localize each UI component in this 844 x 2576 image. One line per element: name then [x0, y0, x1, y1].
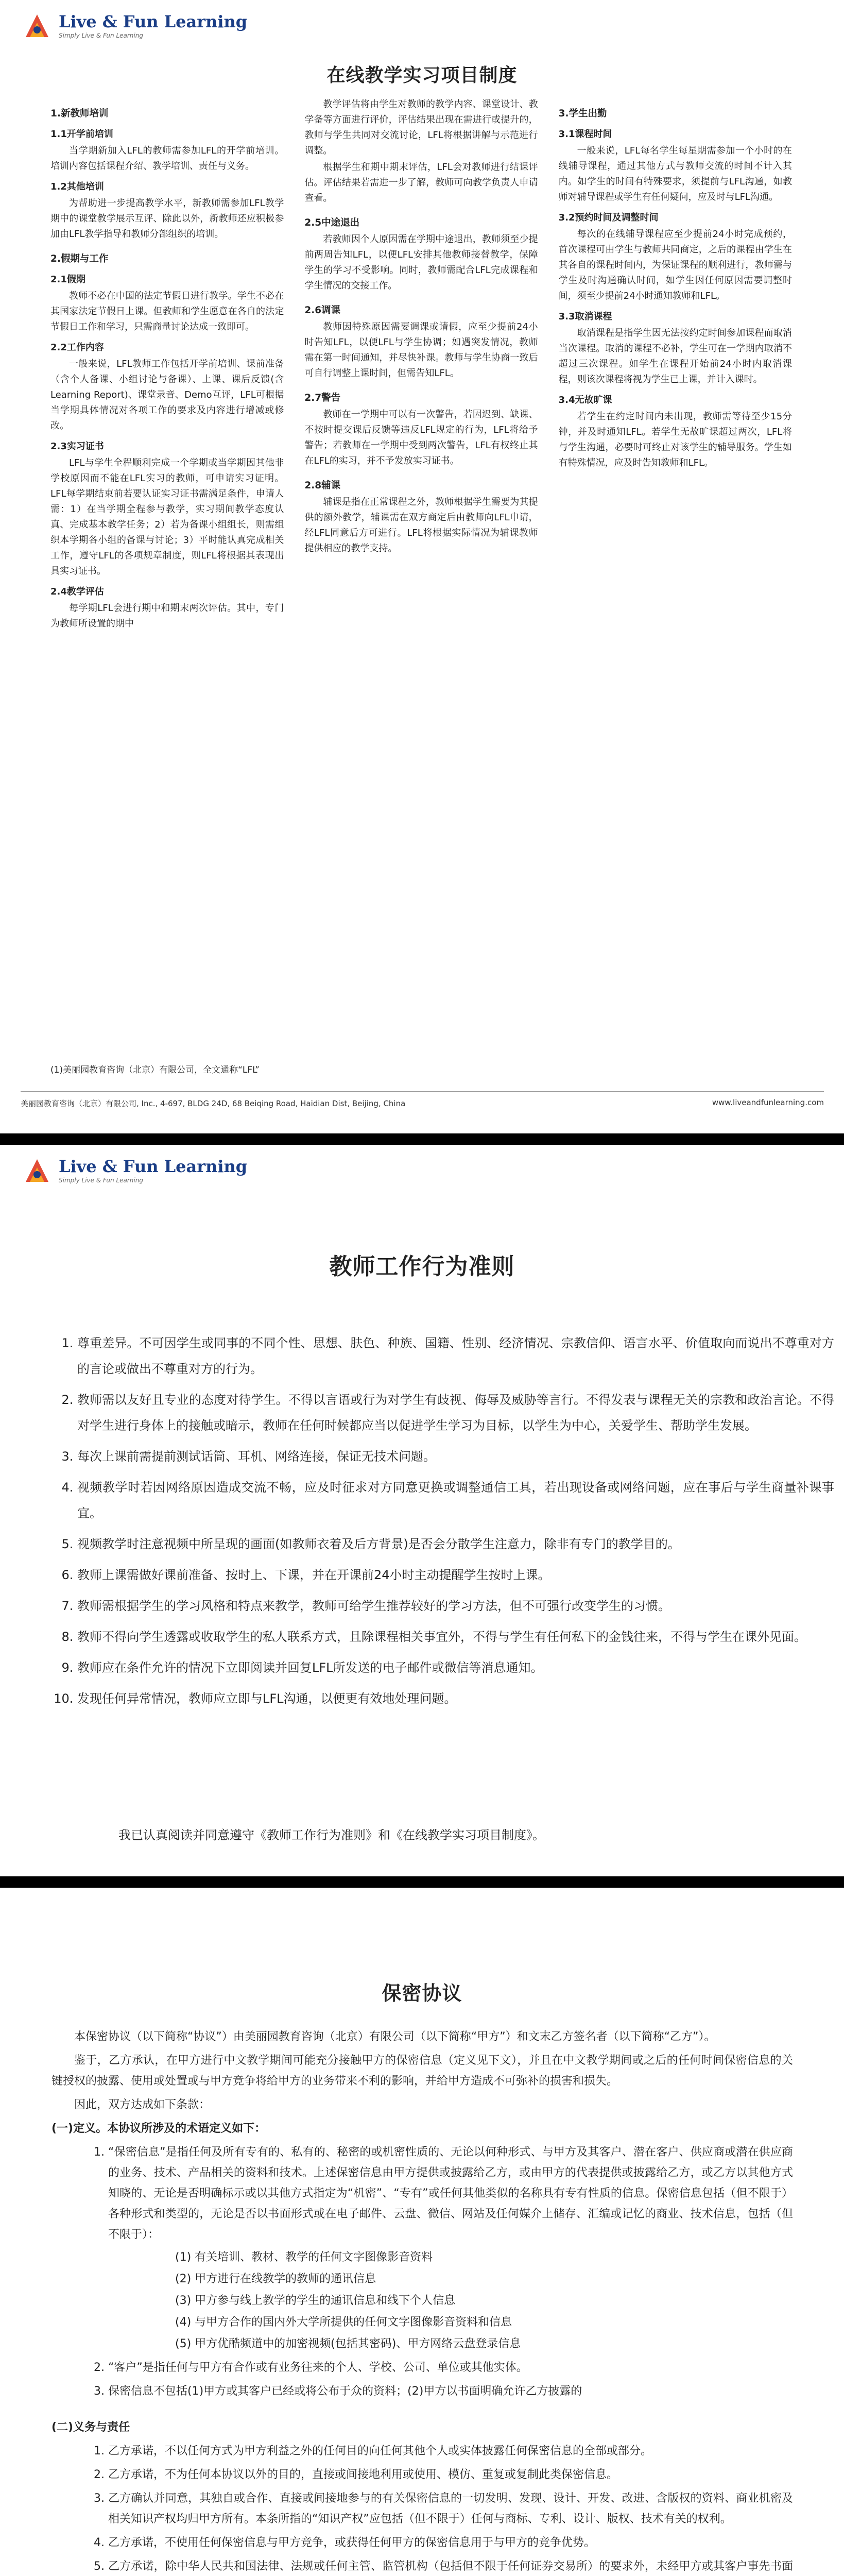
brand-tagline: Simply Live & Fun Learning: [59, 1177, 143, 1184]
definition-client: 2. “客户”是指任何与甲方有合作或有业务往来的个人、学校、公司、单位或其他实体。: [108, 2358, 793, 2378]
conduct-rule: 8. 教师不得向学生透露或收取学生的私人联系方式，且除课程相关事宜外，不得与学生有任何私下的金钱往来，不得与学生在课外见面。: [77, 1624, 834, 1650]
definition-exclusions: 3. 保密信息不包括(1)甲方或其客户已经或将公布于众的资料；(2)甲方以书面明确允许乙方披露的: [108, 2381, 793, 2402]
confidential-info-item: (5) 甲方优酷频道中的加密视频(包括其密码)、甲方网络云盘登录信息: [175, 2337, 521, 2350]
page-title: 保密协议: [382, 1982, 462, 2005]
conduct-rule: 9. 教师应在条件允许的情况下立即阅读并回复LFL所发送的电子邮件或微信等消息通知。: [77, 1655, 834, 1681]
subsection-heading: 3.3取消课程: [558, 311, 612, 322]
conduct-rules-list: [46, 1330, 834, 1717]
confidential-info-item: (1) 有关培训、教材、教学的任何文字图像影音资料: [175, 2251, 433, 2264]
subsection-heading: 3.1课程时间: [558, 129, 612, 140]
page-separator: [0, 1133, 844, 1145]
obligation-item: 5. 乙方承诺，除中华人民共和国法律、法规或任何主管、监管机构（包括但不限于任何证券交易所）的要求外，未经甲方或其客户事先书面: [108, 2556, 793, 2576]
footer-website[interactable]: www.liveandfunlearning.com: [712, 1098, 824, 1107]
subsection-heading: 1.1开学前培训: [50, 129, 113, 140]
paragraph: 取消课程是指学生因无法按约定时间参加课程而取消当次课程。取消的课程不必补，学生可在一学期内取消不超过三次课程。如学生在课程开始前24小时内取消课程，则该次课程将视为学生已上课，并计入课时。: [558, 328, 792, 385]
policy-column-3: [559, 97, 792, 1086]
paragraph: 教师因特殊原因需要调课或请假，应至少提前24小时告知LFL，以便LFL与学生协调；如遇突发情况，教师需在第一时间通知，并尽快补课。教师与学生协商一致后可自行调整上课时间，但需告知LFL。: [304, 321, 538, 379]
footer-address: 美丽园教育咨询（北京）有限公司, Inc., 4-697, BLDG 24D, 68 Beiqing Road, Haidian Dist, Beijing, China: [21, 1099, 406, 1108]
confidential-info-item: (3) 甲方参与线上教学的学生的通讯信息和线下个人信息: [175, 2294, 456, 2307]
policy-column-2: [304, 97, 538, 1086]
confidential-info-item: (4) 与甲方合作的国内外大学所提供的任何文字图像影音资料和信息: [175, 2316, 512, 2329]
confidential-info-items: [108, 2247, 793, 2354]
page-title: 教师工作行为准则: [329, 1253, 515, 1280]
conduct-rule: 2. 教师需以友好且专业的态度对待学生。不得以言语或行为对学生有歧视、侮辱及威胁等言行。不得发表与课程无关的宗教和政治言论。不得对学生进行身体上的接触或暗示，教师在任何时候都应当以促进学生学习为目标，以学生为中心，关爱学生、帮助学生发展。: [77, 1387, 834, 1438]
brand-name: Live & Fun Learning: [59, 1157, 248, 1176]
brand-logo: [21, 11, 247, 41]
conduct-rule: 4. 视频教学时若因网络原因造成交流不畅，应及时征求对方同意更换或调整通信工具，若出现设备或网络问题，应在事后与学生商量补课事宜。: [77, 1475, 834, 1526]
paragraph: 若学生在约定时间内未出现，教师需等待至少15分钟，并及时通知LFL。若学生无故旷课超过两次，LFL将与学生沟通，必要时可终止对该学生的辅导服务。学生如有特殊情况，应及时告知教师和LFL。: [558, 411, 792, 468]
section-heading: 1.新教师培训: [50, 108, 109, 119]
section-heading: 2.6调课: [304, 305, 341, 316]
section-heading: 2.7警告: [304, 393, 341, 403]
definition-confidential-info: [108, 2142, 793, 2354]
paragraph: 一般来说，LFL每名学生每星期需参加一个小时的在线辅导课程，通过其他方式与教师交流的时间不计入其内。如学生的时间有特殊要求，须提前与LFL沟通，如教师对辅导课程或学生有任何疑问，应及时与LFL沟通。: [558, 145, 792, 202]
nda-therefore: 因此，双方达成如下条款：: [74, 2098, 211, 2111]
section-heading: 3.学生出勤: [558, 108, 607, 119]
nda-recital: 鉴于，乙方承认，在甲方进行中文教学期间可能充分接触甲方的保密信息（定义见下文），并且在中文教学期间或之后的任何时间保密信息的关键授权的披露、使用或处置或与甲方竞争将给甲方的业务带来不利的影响，并给甲方造成不可弥补的损害和损失。: [51, 2054, 793, 2088]
brand-logo: [21, 1156, 247, 1186]
paragraph: 每次的在线辅导课程应至少提前24小时完成预约，首次课程可由学生与教师共同商定，之后的课程由学生在其各自的课程时间内，为保证课程的顺利进行，教师需与学生及时沟通确认时间，如学生因任何原因需要调整时间，须至少提前24小时通知教师和LFL。: [558, 229, 792, 301]
page-title: 在线教学实习项目制度: [326, 65, 518, 86]
paragraph: 根据学生和期中期末评估，LFL会对教师进行结课评估。评估结果若需进一步了解，教师可向教学负责人申请查看。: [304, 162, 538, 204]
subsection-heading: 2.1假期: [50, 274, 85, 285]
brand-tagline: Simply Live & Fun Learning: [59, 32, 143, 39]
paragraph: 若教师因个人原因需在学期中途退出，教师须至少提前两周告知LFL，以便LFL安排其他教师接替教学，保障学生的学习不受影响。同时，教师需配合LFL完成课程和学生情况的交接工作。: [304, 234, 538, 291]
brand-logo-icon: [21, 11, 54, 41]
subsection-heading: 2.2工作内容: [50, 342, 104, 353]
brand-logo-icon: [21, 1156, 54, 1186]
policy-columns: [50, 97, 792, 1086]
page-footer: [21, 1091, 824, 1109]
nda-body: [51, 2027, 793, 2576]
subsection-heading: 1.2其他培训: [50, 181, 104, 192]
paragraph: 辅课是指在正常课程之外，教师根据学生需要为其提供的额外教学，辅课需在双方商定后由教师向LFL申请，经LFL同意后方可进行。LFL将根据实际情况为辅课教师提供相应的教学支持。: [304, 497, 538, 554]
page-code-of-conduct: [0, 1145, 844, 1876]
subsection-heading: 2.4教学评估: [50, 586, 104, 597]
obligation-item: 1. 乙方承诺，不以任何方式为甲方利益之外的任何目的向任何其他个人或实体披露任何保密信息的全部或部分。: [108, 2441, 793, 2462]
section-heading: 2.8辅课: [304, 480, 341, 491]
subsection-heading: 2.3实习证书: [50, 441, 104, 452]
subsection-heading: 3.4无故旷课: [558, 395, 612, 405]
obligation-item: 2. 乙方承诺，不为任何本协议以外的目的，直接或间接地利用或使用、模仿、重复或复制此类保密信息。: [108, 2465, 793, 2485]
definitions-list: [51, 2142, 793, 2402]
page-rules-system: [0, 0, 844, 1133]
nda-intro: 本保密协议（以下简称“协议”）由美丽园教育咨询（北京）有限公司（以下简称“甲方”）和文末乙方签名者（以下简称“乙方”）。: [74, 2030, 716, 2043]
paragraph: 教师在一学期中可以有一次警告，若因迟到、缺课、不按时提交课后反馈等违反LFL规定的行为，LFL将给予警告；若教师在一学期中受到两次警告，LFL有权终止其在LFL的实习，并不予发放实习证书。: [304, 409, 538, 466]
obligation-item: 4. 乙方承诺，不使用任何保密信息与甲方竞争，或获得任何甲方的保密信息用于与甲方的竞争优势。: [108, 2533, 793, 2553]
conduct-rule: 6. 教师上课需做好课前准备、按时上、下课，并在开课前24小时主动提醒学生按时上课。: [77, 1562, 834, 1588]
confidential-info-item: (2) 甲方进行在线教学的教师的通讯信息: [175, 2273, 376, 2285]
brand-name: Live & Fun Learning: [59, 12, 248, 31]
paragraph: LFL与学生全程顺利完成一个学期或当学期因其他非学校原因而不能在LFL实习的教师，可申请实习证明。LFL每学期结束前若要认证实习证书需满足条件，申请人需：1）在当学期全程参与教学，实习期间教学态度认真、完成基本教学任务；2）若为备课小组组长，则需组织本学期各小组的备课与讨论；3）平时能认真完成相关工作，遵守LFL的各项规章制度，则LFL将根据其表现出具实习证书。: [50, 457, 284, 577]
conduct-rule: 3. 每次上课前需提前测试话筒、耳机、网络连接，保证无技术问题。: [77, 1444, 834, 1469]
section-heading: 2.假期与工作: [50, 253, 109, 264]
section-definitions: (一)定义。本协议所涉及的术语定义如下：: [51, 2122, 266, 2135]
section-obligations: (二)义务与责任: [51, 2421, 130, 2434]
policy-column-1: [50, 97, 284, 1086]
paragraph: 教师不必在中国的法定节假日进行教学。学生不必在其国家法定节假日上课。但教师和学生愿意在各自的法定节假日工作和学习，只需商量讨论达成一致即可。: [50, 291, 284, 332]
conduct-rule: 7. 教师需根据学生的学习风格和特点来教学，教师可给学生推荐较好的学习方法，但不可强行改变学生的习惯。: [77, 1593, 834, 1619]
paragraph: 每学期LFL会进行期中和期末两次评估。其中，专门为教师所设置的期中: [50, 603, 284, 629]
conduct-rule: 1. 尊重差异。不可因学生或同事的不同个性、思想、肤色、种族、国籍、性别、经济情况、宗教信仰、语言水平、价值取向而说出不尊重对方的言论或做出不尊重对方的行为。: [77, 1330, 834, 1382]
obligations-list: [51, 2441, 793, 2576]
obligation-item: 3. 乙方确认并同意，其独自或合作、直接或间接地参与的有关保密信息的一切发明、发现、设计、开发、改进、含版权的资料、商业机密及相关知识产权均归甲方所有。本条所指的“知识产权”应包括（但不限于）任何与商标、专利、设计、版权、技术有关的权利。: [108, 2488, 793, 2530]
page-separator: [0, 1876, 844, 1888]
section-heading: 2.5中途退出: [304, 217, 360, 228]
conduct-rule: 5. 视频教学时注意视频中所呈现的画面(如教师衣着及后方背景)是否会分散学生注意力，除非有专门的教学目的。: [77, 1531, 834, 1557]
footnote: (1)美丽园教育咨询（北京）有限公司，全文通称“LFL”: [50, 1065, 260, 1075]
paragraph: 为帮助进一步提高教学水平，新教师需参加LFL教学期中的课堂教学展示互评、除此以外，新教师还应积极参加由LFL教学指导和教师分部组织的培训。: [50, 198, 284, 240]
paragraph: 一般来说，LFL教师工作包括开学前培训、课前准备（含个人备课、小组讨论与备课）、上课、课后反馈(含Learning Report)、课堂录音、Demo互评，LFL可根据当学期具体情况对各项工作的要求及内容进行增减或修改。: [50, 359, 284, 431]
page-nda: [0, 1888, 844, 2576]
subsection-heading: 3.2预约时间及调整时间: [558, 212, 659, 223]
paragraph: 教学评估将由学生对教师的教学内容、课堂设计、教学备等方面进行评价，评估结果出现在需进行或提升的，教师与学生共同对交流讨论，LFL将根据讲解与示范进行调整。: [304, 99, 538, 156]
paragraph: 当学期新加入LFL的教师需参加LFL的开学前培训。培训内容包括课程介绍、教学培训、责任与义务。: [50, 145, 284, 172]
conduct-rule: 10. 发现任何异常情况，教师应立即与LFL沟通，以便更有效地处理问题。: [77, 1686, 834, 1711]
definition-text: “保密信息”是指任何及所有专有的、私有的、秘密的或机密性质的、无论以何种形式、与甲方及其客户、潜在客户、供应商或潜在供应商的业务、技术、产品相关的资料和技术。上述保密信息由甲方提供或披露给乙方，或由甲方的代表提供或披露给乙方，或乙方以其他方式知晓的、无论是否明确标示或以其他方式指定为“机密”、“专有”或任何其他类似的名称具有专有性质的信息。保密信息包括（但不限于）各种形式和类型的，无论是否以书面形式或在电子邮件、云盘、微信、网站及任何媒介上储存、汇编或记忆的商业、技术信息，包括（但不限于）：: [108, 2146, 793, 2241]
agreement-statement: 我已认真阅读并同意遵守《教师工作行为准则》和《在线教学实习项目制度》。: [118, 1828, 545, 1842]
